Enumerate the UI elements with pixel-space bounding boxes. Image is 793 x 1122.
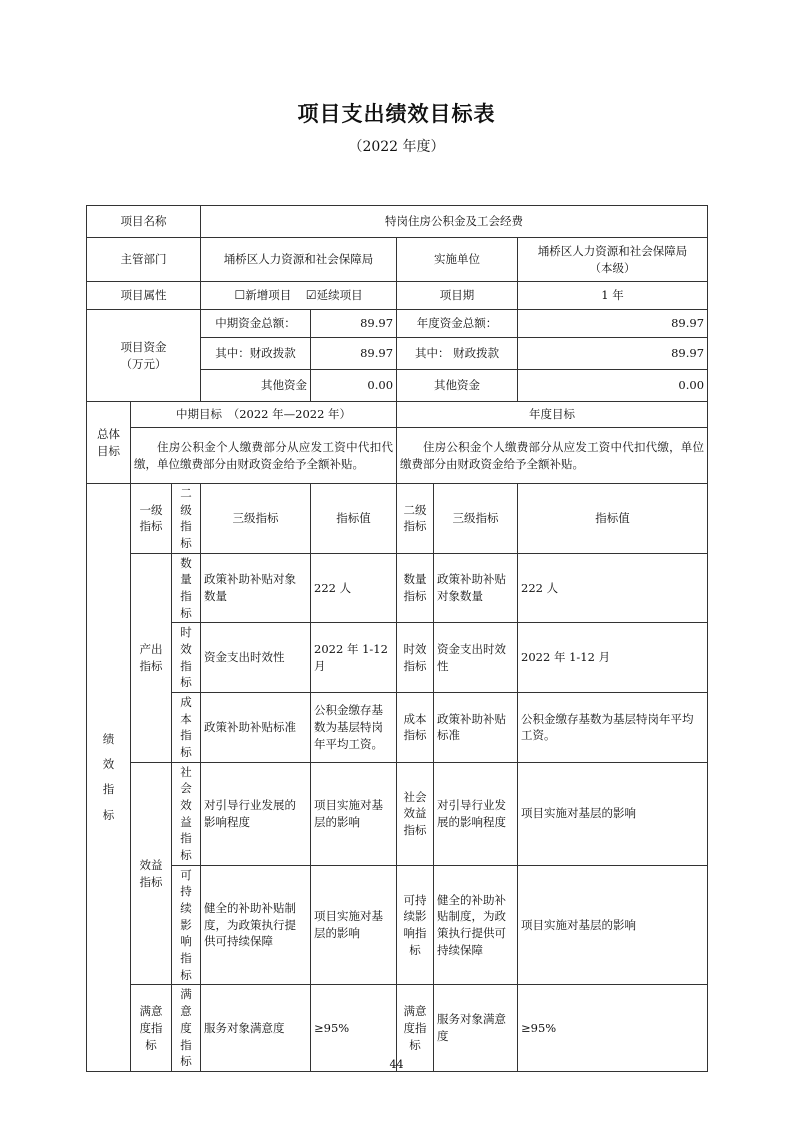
year-goal-header: 年度目标 [397,402,708,428]
mid-goal-header: 中期目标 （2022 年—2022 年） [131,402,397,428]
table-cell: 政策补助补贴标准 [201,693,311,763]
table-cell: 项目实施对基层的影响 [311,762,397,865]
table-cell: 社会效益指标 [172,762,201,865]
table-cell: 政策补助补贴标准 [434,693,518,763]
table-cell: ≥95% [518,985,708,1071]
mid-total-value: 89.97 [311,310,397,338]
table-cell: 资金支出时效性 [201,623,311,693]
table-cell: 可持续影响指标 [172,865,201,985]
checkbox-checked-icon: ☑ [305,287,317,302]
table-cell: 时效指标 [172,623,201,693]
benefit-indicator-label: 效益指标 [131,762,172,985]
year-total-value: 89.97 [518,310,708,338]
year-other-label: 其他资金 [397,370,518,402]
header-level3: 三级指标 [201,484,311,554]
dept-value: 埇桥区人力资源和社会保障局 [201,238,397,282]
page-title: 项目支出绩效目标表 [297,102,496,126]
attr-new: 新增项目 [245,287,292,302]
table-cell: 项目实施对基层的影响 [518,865,708,985]
project-name-value: 特岗住房公积金及工会经费 [201,206,708,238]
table-row [87,623,708,693]
period-value: 1 年 [518,282,708,310]
table-cell: 健全的补助补贴制度，为政策执行提供可持续保障 [201,865,311,985]
unit-label: 实施单位 [397,238,518,282]
attr-label: 项目属性 [87,282,201,310]
table-cell: 满意度指标 [397,985,434,1071]
table-cell: 时效指标 [397,623,434,693]
overall-goal-label: 总体 目标 [87,402,131,484]
header-level2-year: 二级指标 [397,484,434,554]
attr-options [201,282,397,310]
mid-other-label: 其他资金 [201,370,311,402]
header-level1: 一级指标 [131,484,172,554]
header-level2: 二级指标 [172,484,201,554]
table-cell: 成本指标 [397,693,434,763]
year-fiscal-value: 89.97 [518,338,708,370]
table-cell: 数量指标 [397,553,434,623]
table-cell: 公积金缴存基数为基层特岗年平均工资。 [518,693,708,763]
mid-fiscal-label: 其中：财政拨款 [201,338,311,370]
table-cell: 2022 年 1-12 月 [518,623,708,693]
mid-fiscal-value: 89.97 [311,338,397,370]
table-cell: 可持续影响指标 [397,865,434,985]
table-cell: 222 人 [518,553,708,623]
mid-goal-text: 住房公积金个人缴费部分从应发工资中代扣代缴，单位缴费部分由财政资金给予全额补贴。 [131,428,397,484]
table-cell: 公积金缴存基数为基层特岗年平均工资。 [311,693,397,763]
indicators-label: 绩 效 指 标 [87,484,131,1072]
table-cell: 222 人 [311,553,397,623]
unit-value: 埇桥区人力资源和社会保障局 （本级） [518,238,708,282]
table-cell: 对引导行业发展的影响程度 [434,762,518,865]
header-value: 指标值 [311,484,397,554]
year-total-label: 年度资金总额： [397,310,518,338]
dept-label: 主管部门 [87,238,201,282]
table-row [87,693,708,763]
table-cell: 满意度指标 [172,985,201,1071]
table-cell: 服务对象满意度 [434,985,518,1071]
table-cell: 数量指标 [172,553,201,623]
project-name-label: 项目名称 [87,206,201,238]
header-value-year: 指标值 [518,484,708,554]
funds-label: 项目资金 （万元） [87,310,201,402]
table-cell: 项目实施对基层的影响 [311,865,397,985]
output-indicator-label: 产出指标 [131,553,172,762]
year-other-value: 0.00 [518,370,708,402]
year-fiscal-label: 其中： 财政拨款 [397,338,518,370]
table-row [87,553,708,623]
mid-total-label: 中期资金总额： [201,310,311,338]
table-cell: 健全的补助补贴制度，为政策执行提供可持续保障 [434,865,518,985]
mid-other-value: 0.00 [311,370,397,402]
table-cell: ≥95% [311,985,397,1071]
satisfaction-indicator-label: 满意度指标 [131,985,172,1071]
attr-continue: 延续项目 [316,287,363,302]
table-cell: 项目实施对基层的影响 [518,762,708,865]
year-goal-text: 住房公积金个人缴费部分从应发工资中代扣代缴，单位缴费部分由财政资金给予全额补贴。 [397,428,708,484]
header-level3-year: 三级指标 [434,484,518,554]
table-cell: 资金支出时效性 [434,623,518,693]
checkbox-unchecked-icon: ☐ [234,287,246,302]
table-row [87,865,708,985]
table-cell: 政策补助补贴对象数量 [201,553,311,623]
page-number: 44 [389,1058,404,1071]
period-label: 项目期 [397,282,518,310]
table-cell: 2022 年 1-12 月 [311,623,397,693]
table-cell: 服务对象满意度 [201,985,311,1071]
performance-goal-table [86,205,708,1072]
table-cell: 政策补助补贴对象数量 [434,553,518,623]
page-subtitle: （2022 年度） [348,139,445,155]
table-cell: 成本指标 [172,693,201,763]
table-cell: 对引导行业发展的影响程度 [201,762,311,865]
table-cell: 社会效益指标 [397,762,434,865]
table-row [87,762,708,865]
